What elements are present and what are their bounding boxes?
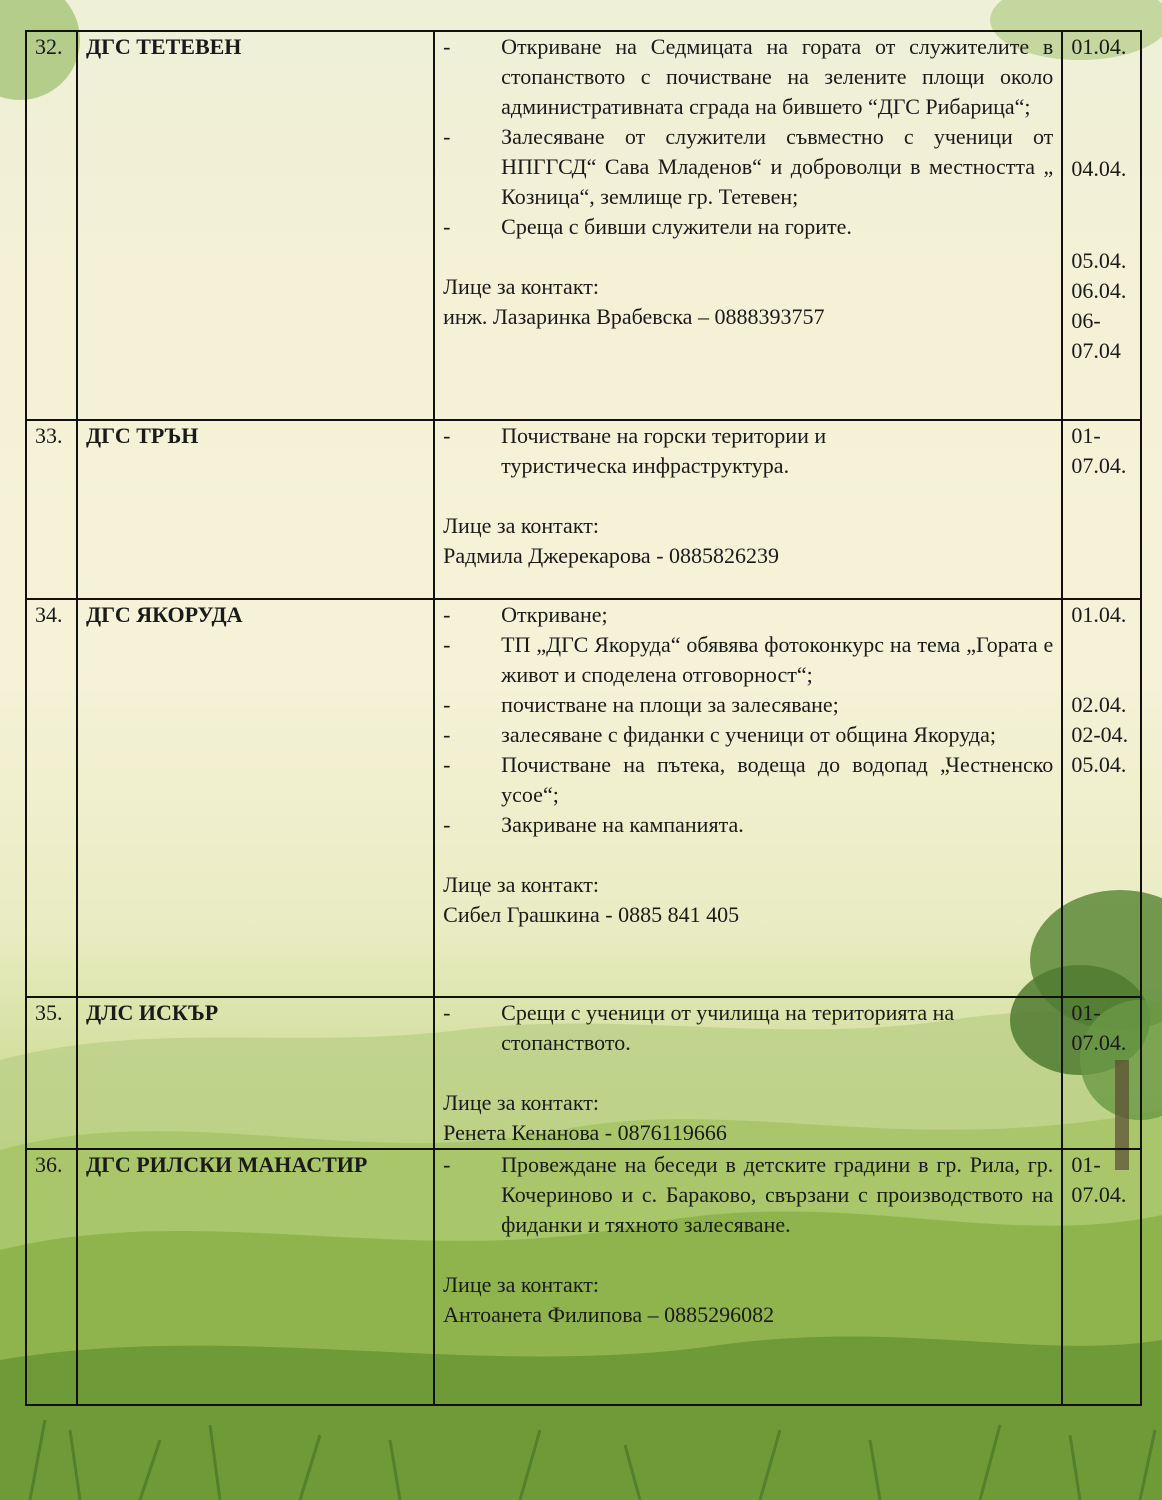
date: 07.04 [1071, 338, 1121, 363]
contact-label: Лице за контакт: [443, 872, 599, 897]
contact-info: Радмила Джерекарова - 0885826239 [443, 543, 780, 568]
activities-cell [434, 420, 1062, 599]
organization-name: ДГС РИЛСКИ МАНАСТИР [77, 1149, 434, 1405]
table-row [26, 420, 1141, 599]
date: 01- [1071, 1152, 1101, 1177]
row-number: 33. [26, 420, 77, 599]
date: 07.04. [1071, 453, 1127, 478]
contact-label: Лице за контакт: [443, 1272, 599, 1297]
activity-item: - Почистване на пътека, водеща до водопад „Честненско усое“; [443, 752, 1054, 807]
activity-item: - Откриване; [443, 602, 608, 627]
activity-item: - Закриване на кампанията. [443, 812, 744, 837]
activity-item: - залесяване с фиданки с ученици от община Якоруда; [443, 722, 996, 747]
activity-item: - Срещи с ученици от училища на територията на стопанството. [443, 1000, 955, 1055]
date: 01- [1071, 423, 1101, 448]
dates-cell [1062, 31, 1141, 420]
dates-cell [1062, 420, 1141, 599]
date: 06.04. [1071, 278, 1127, 303]
date: 01- [1071, 1000, 1101, 1025]
organization-name: ДГС ТЕТЕВЕН [77, 31, 434, 420]
activity-item: - Почистване на горски територии и туристическа инфраструктура. [443, 423, 827, 478]
activity-item: - Провеждане на беседи в детските градини в гр. Рила, гр. Кочериново и с. Бараково, свързани с производството на фиданки и тяхното залесяване. [443, 1152, 1054, 1237]
dates-cell [1062, 997, 1141, 1149]
activity-item: - Среща с бивши служители на горите. [443, 214, 852, 239]
date: 01.04. [1071, 34, 1127, 59]
date: 01.04. [1071, 602, 1127, 627]
table-row [26, 1149, 1141, 1405]
dates-cell [1062, 599, 1141, 997]
dates-cell [1062, 1149, 1141, 1405]
table-row [26, 997, 1141, 1149]
activities-cell [434, 997, 1062, 1149]
activities-cell [434, 599, 1062, 997]
contact-label: Лице за контакт: [443, 1090, 599, 1115]
organization-name: ДЛС ИСКЪР [77, 997, 434, 1149]
date: 07.04. [1071, 1182, 1127, 1207]
row-number: 36. [26, 1149, 77, 1405]
contact-label: Лице за контакт: [443, 274, 599, 299]
activity-item: - почистване на площи за залесяване; [443, 692, 839, 717]
contact-label: Лице за контакт: [443, 513, 599, 538]
row-number: 35. [26, 997, 77, 1149]
date: 07.04. [1071, 1030, 1127, 1055]
row-number: 34. [26, 599, 77, 997]
contact-info: Сибел Грашкина - 0885 841 405 [443, 902, 740, 927]
activities-cell [434, 1149, 1062, 1405]
schedule-table [25, 30, 1142, 1406]
date: 04.04. [1071, 156, 1127, 181]
organization-name: ДГС ЯКОРУДА [77, 599, 434, 997]
date: 02.04. [1071, 692, 1127, 717]
table-row [26, 31, 1141, 420]
date: 06- [1071, 308, 1101, 333]
activity-item: - Залесяване от служители съвместно с ученици от НПГГСД“ Сава Младенов“ и доброволци в местността „ Козница“, землище гр. Тетевен; [443, 124, 1054, 209]
activities-cell [434, 31, 1062, 420]
date: 02-04. [1071, 722, 1129, 747]
date: 05.04. [1071, 248, 1127, 273]
contact-info: инж. Лазаринка Врабевска – 0888393757 [443, 304, 825, 329]
activity-item: - Откриване на Седмицата на гората от служителите в стопанството с почистване на зелените площи около административната сграда на бившето “ДГС Рибарица“; [443, 34, 1054, 119]
activity-item: - ТП „ДГС Якоруда“ обявява фотоконкурс на тема „Гората е живот и споделена отговорност“; [443, 632, 1054, 687]
row-number: 32. [26, 31, 77, 420]
organization-name: ДГС ТРЪН [77, 420, 434, 599]
date: 05.04. [1071, 752, 1127, 777]
contact-info: Ренета Кенанова - 0876119666 [443, 1120, 727, 1145]
table-row [26, 599, 1141, 997]
contact-info: Антоанета Филипова – 0885296082 [443, 1302, 775, 1327]
